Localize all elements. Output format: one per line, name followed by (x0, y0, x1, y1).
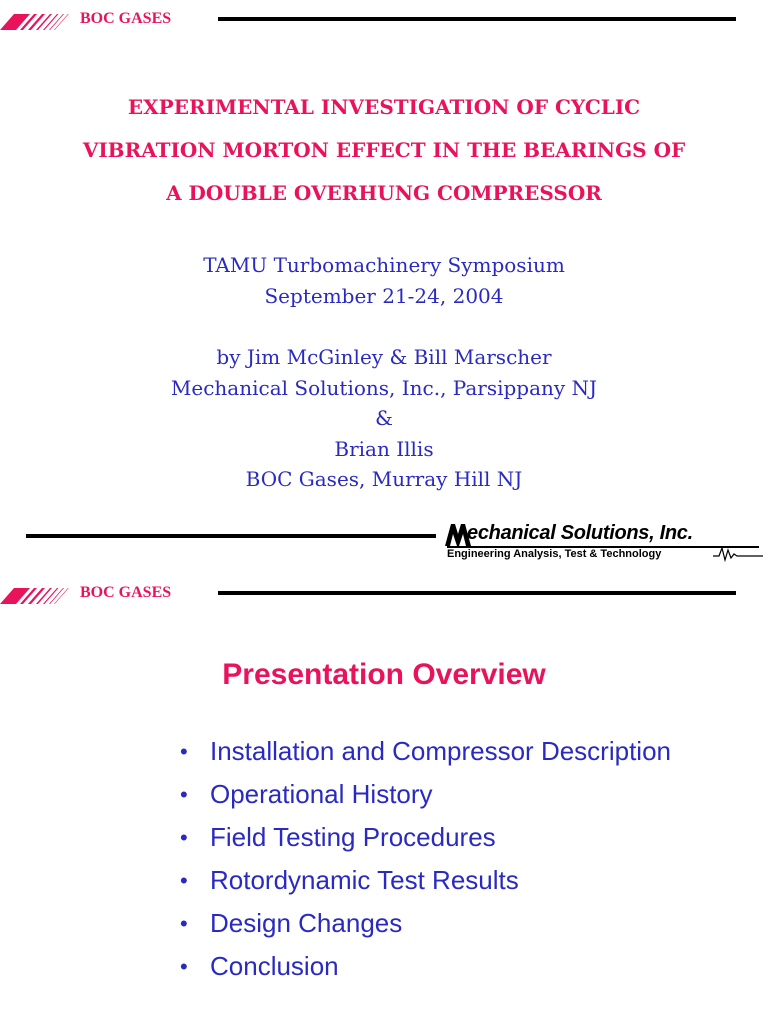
list-item (180, 734, 740, 769)
boc-header (0, 10, 768, 30)
boc-brand-text: BOC GASES (80, 10, 172, 27)
list-item (180, 949, 740, 984)
title-line-2: VIBRATION MORTON EFFECT IN THE BEARINGS OF (82, 138, 686, 162)
bullet-icon: • (180, 739, 188, 764)
overview-slide (0, 574, 768, 1024)
bullet-icon: • (180, 911, 188, 936)
bullet-icon: • (180, 954, 188, 979)
header-rule (218, 591, 736, 595)
list-item (180, 777, 740, 812)
boc-brand-text: BOC GASES (80, 584, 172, 601)
author-ampersand: & (375, 406, 393, 430)
bullet-icon: • (180, 825, 188, 850)
list-item (180, 820, 740, 855)
boc-logo-icon (0, 10, 70, 30)
list-item-text: Installation and Compressor Description (210, 736, 671, 766)
event-name: TAMU Turbomachinery Symposium (203, 253, 565, 277)
paper-title (0, 86, 768, 215)
bullet-icon: • (180, 868, 188, 893)
list-item-text: Operational History (210, 779, 433, 809)
list-item-text: Conclusion (210, 951, 339, 981)
author-affiliation-1: Mechanical Solutions, Inc., Parsippany NJ (170, 375, 598, 400)
author-affiliation-2: BOC Gases, Murray Hill NJ (245, 467, 523, 491)
msi-company-name: echanical Solutions, Inc. (467, 522, 693, 544)
boc-logo-icon (0, 584, 70, 604)
spacer (0, 311, 768, 342)
msi-logo (445, 522, 765, 564)
list-item (180, 906, 740, 941)
list-item-text: Rotordynamic Test Results (210, 865, 519, 895)
bullet-icon: • (180, 782, 188, 807)
signal-wave-icon (713, 546, 763, 562)
list-item (180, 863, 740, 898)
overview-list (180, 734, 740, 992)
author-name-2: Brian Illis (334, 436, 434, 461)
msi-tagline: Engineering Analysis, Test & Technology (447, 548, 662, 560)
title-line-3: A DOUBLE OVERHUNG COMPRESSOR (166, 181, 602, 205)
event-and-authors (0, 250, 768, 495)
list-item-text: Field Testing Procedures (210, 822, 496, 852)
overview-title: Presentation Overview (222, 658, 546, 691)
event-dates: September 21-24, 2004 (264, 283, 504, 308)
footer-rule (26, 534, 436, 538)
boc-header (0, 584, 768, 604)
title-line-1: EXPERIMENTAL INVESTIGATION OF CYCLIC (127, 95, 641, 119)
header-rule (218, 17, 736, 21)
list-item-text: Design Changes (210, 908, 403, 938)
author-byline: by Jim McGinley & Bill Marscher (216, 345, 552, 369)
